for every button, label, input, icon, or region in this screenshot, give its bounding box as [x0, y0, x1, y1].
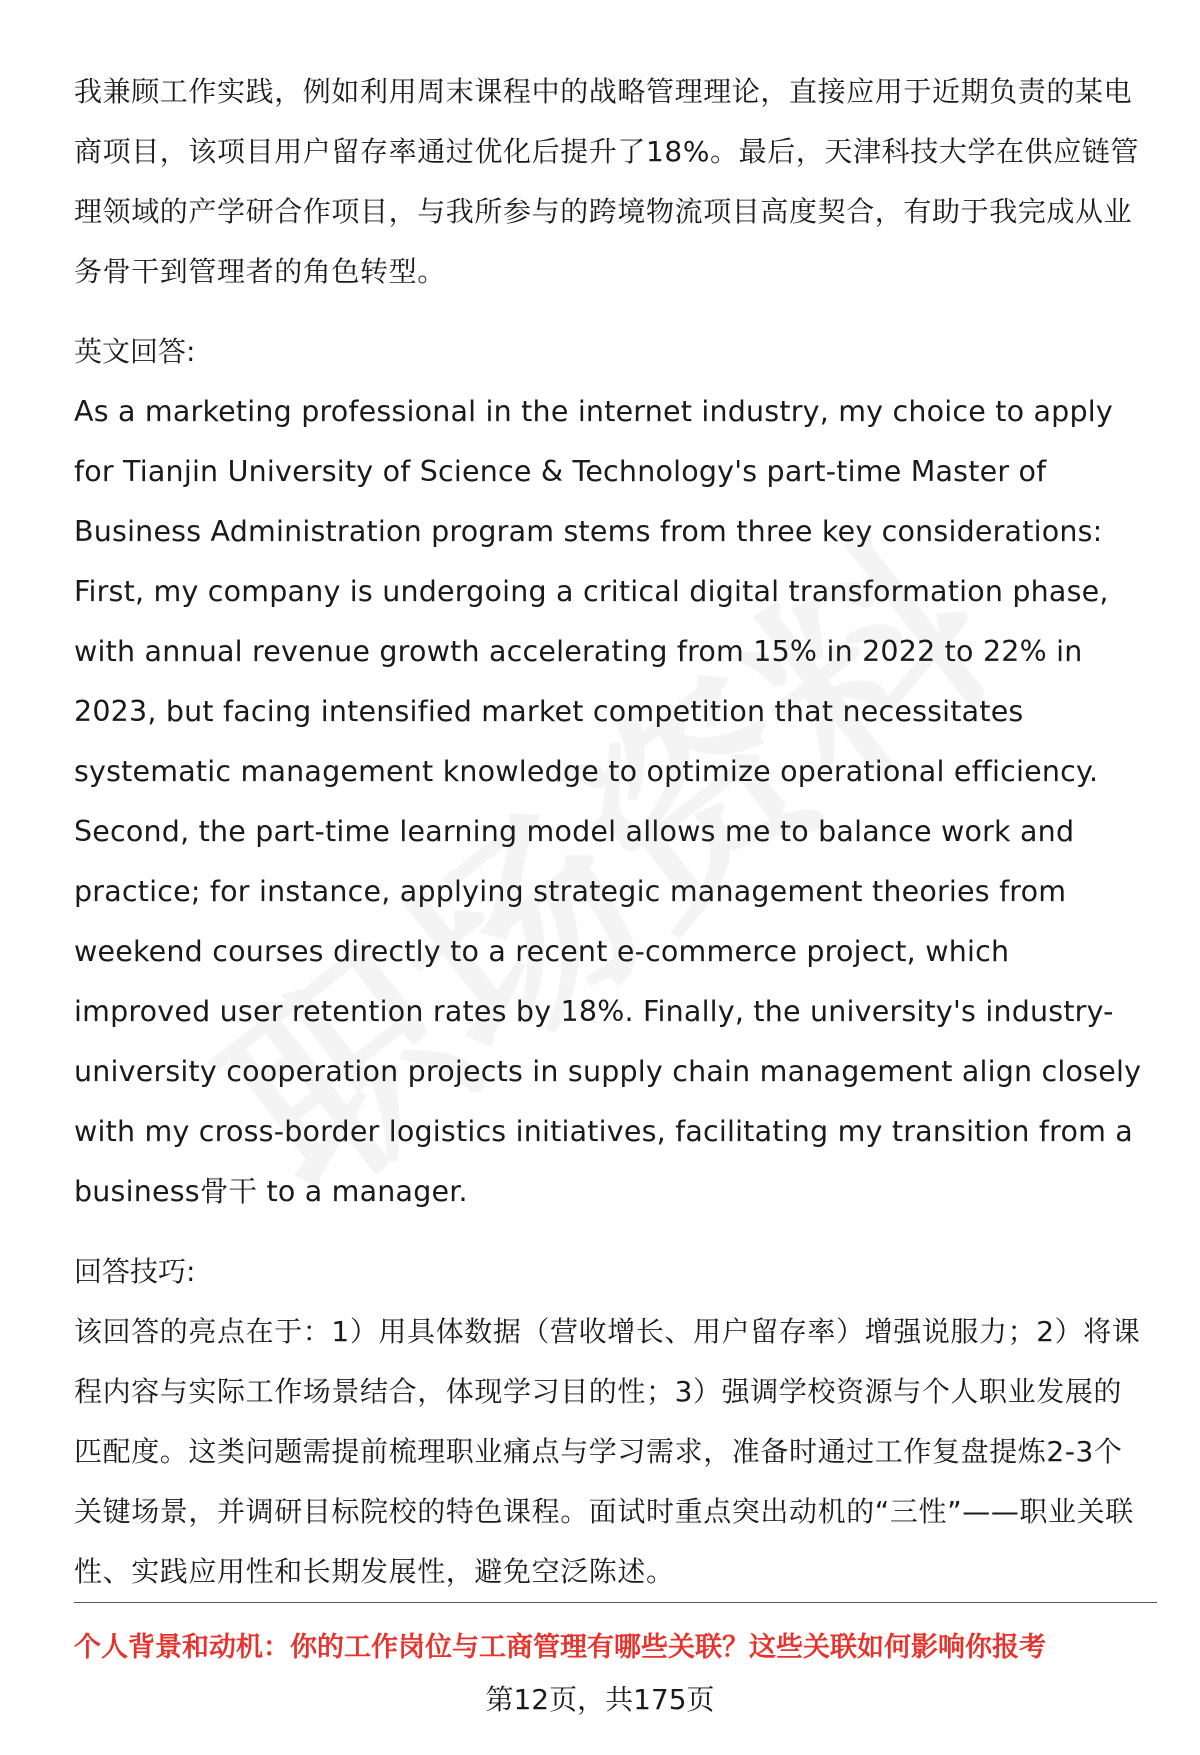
spacer: [74, 302, 1150, 322]
document-body: [74, 62, 1150, 1602]
footer-divider: [74, 1602, 1157, 1603]
cn-paragraph: 我兼顾工作实践，例如利用周末课程中的战略管理理论，直接应用于近期负责的某电商项目，该项目用户留存率通过优化后提升了18%。最后，天津科技大学在供应链管理领域的产学研合作项目，与我所参与的跨境物流项目高度契合，有助于我完成从业务骨干到管理者的角色转型。: [74, 75, 1140, 288]
next-question-title: 个人背景和动机：你的工作岗位与工商管理有哪些关联？这些关联如何影响你报考: [74, 1632, 1046, 1663]
page-number: 第12页，共175页: [485, 1683, 715, 1716]
english-answer-label: 英文回答:: [74, 335, 196, 368]
tips-text: 该回答的亮点在于：1）用具体数据（营收增长、用户留存率）增强说服力；2）将课程内容与实际工作场景结合，体现学习目的性；3）强调学校资源与个人职业发展的匹配度。这类问题需提前梳理职业痛点与学习需求，准备时通过工作复盘提炼2-3个关键场景，并调研目标院校的特色课程。面试时重点突出动机的“三性”——职业关联性、实践应用性和长期发展性，避免空泛陈述。: [74, 1315, 1141, 1588]
tips-label: 回答技巧:: [74, 1255, 196, 1288]
english-answer-text: As a marketing professional in the internet industry, my choice to apply for Tianjin University of Science & Technology's part-time Master of Business Administration program stems from three key considerations: First, my company is undergoing a critical digital transformation phase, with annual revenue growth accelerating from 15% in 2022 to 22% in 2023, but facing intensified market competition that necessitates systematic management knowledge to optimize operational efficiency. Second, the part-time learning model allows me to balance work and practice; for instance, applying strategic management theories from weekend courses directly to a recent e-commerce project, which improved user retention rates by 18%. Finally, the university's industry-university cooperation projects in supply chain management align closely with my cross-border logistics initiatives, facilitating my transition from a business骨干 to a manager.: [74, 395, 1142, 1208]
spacer: [74, 1222, 1150, 1242]
